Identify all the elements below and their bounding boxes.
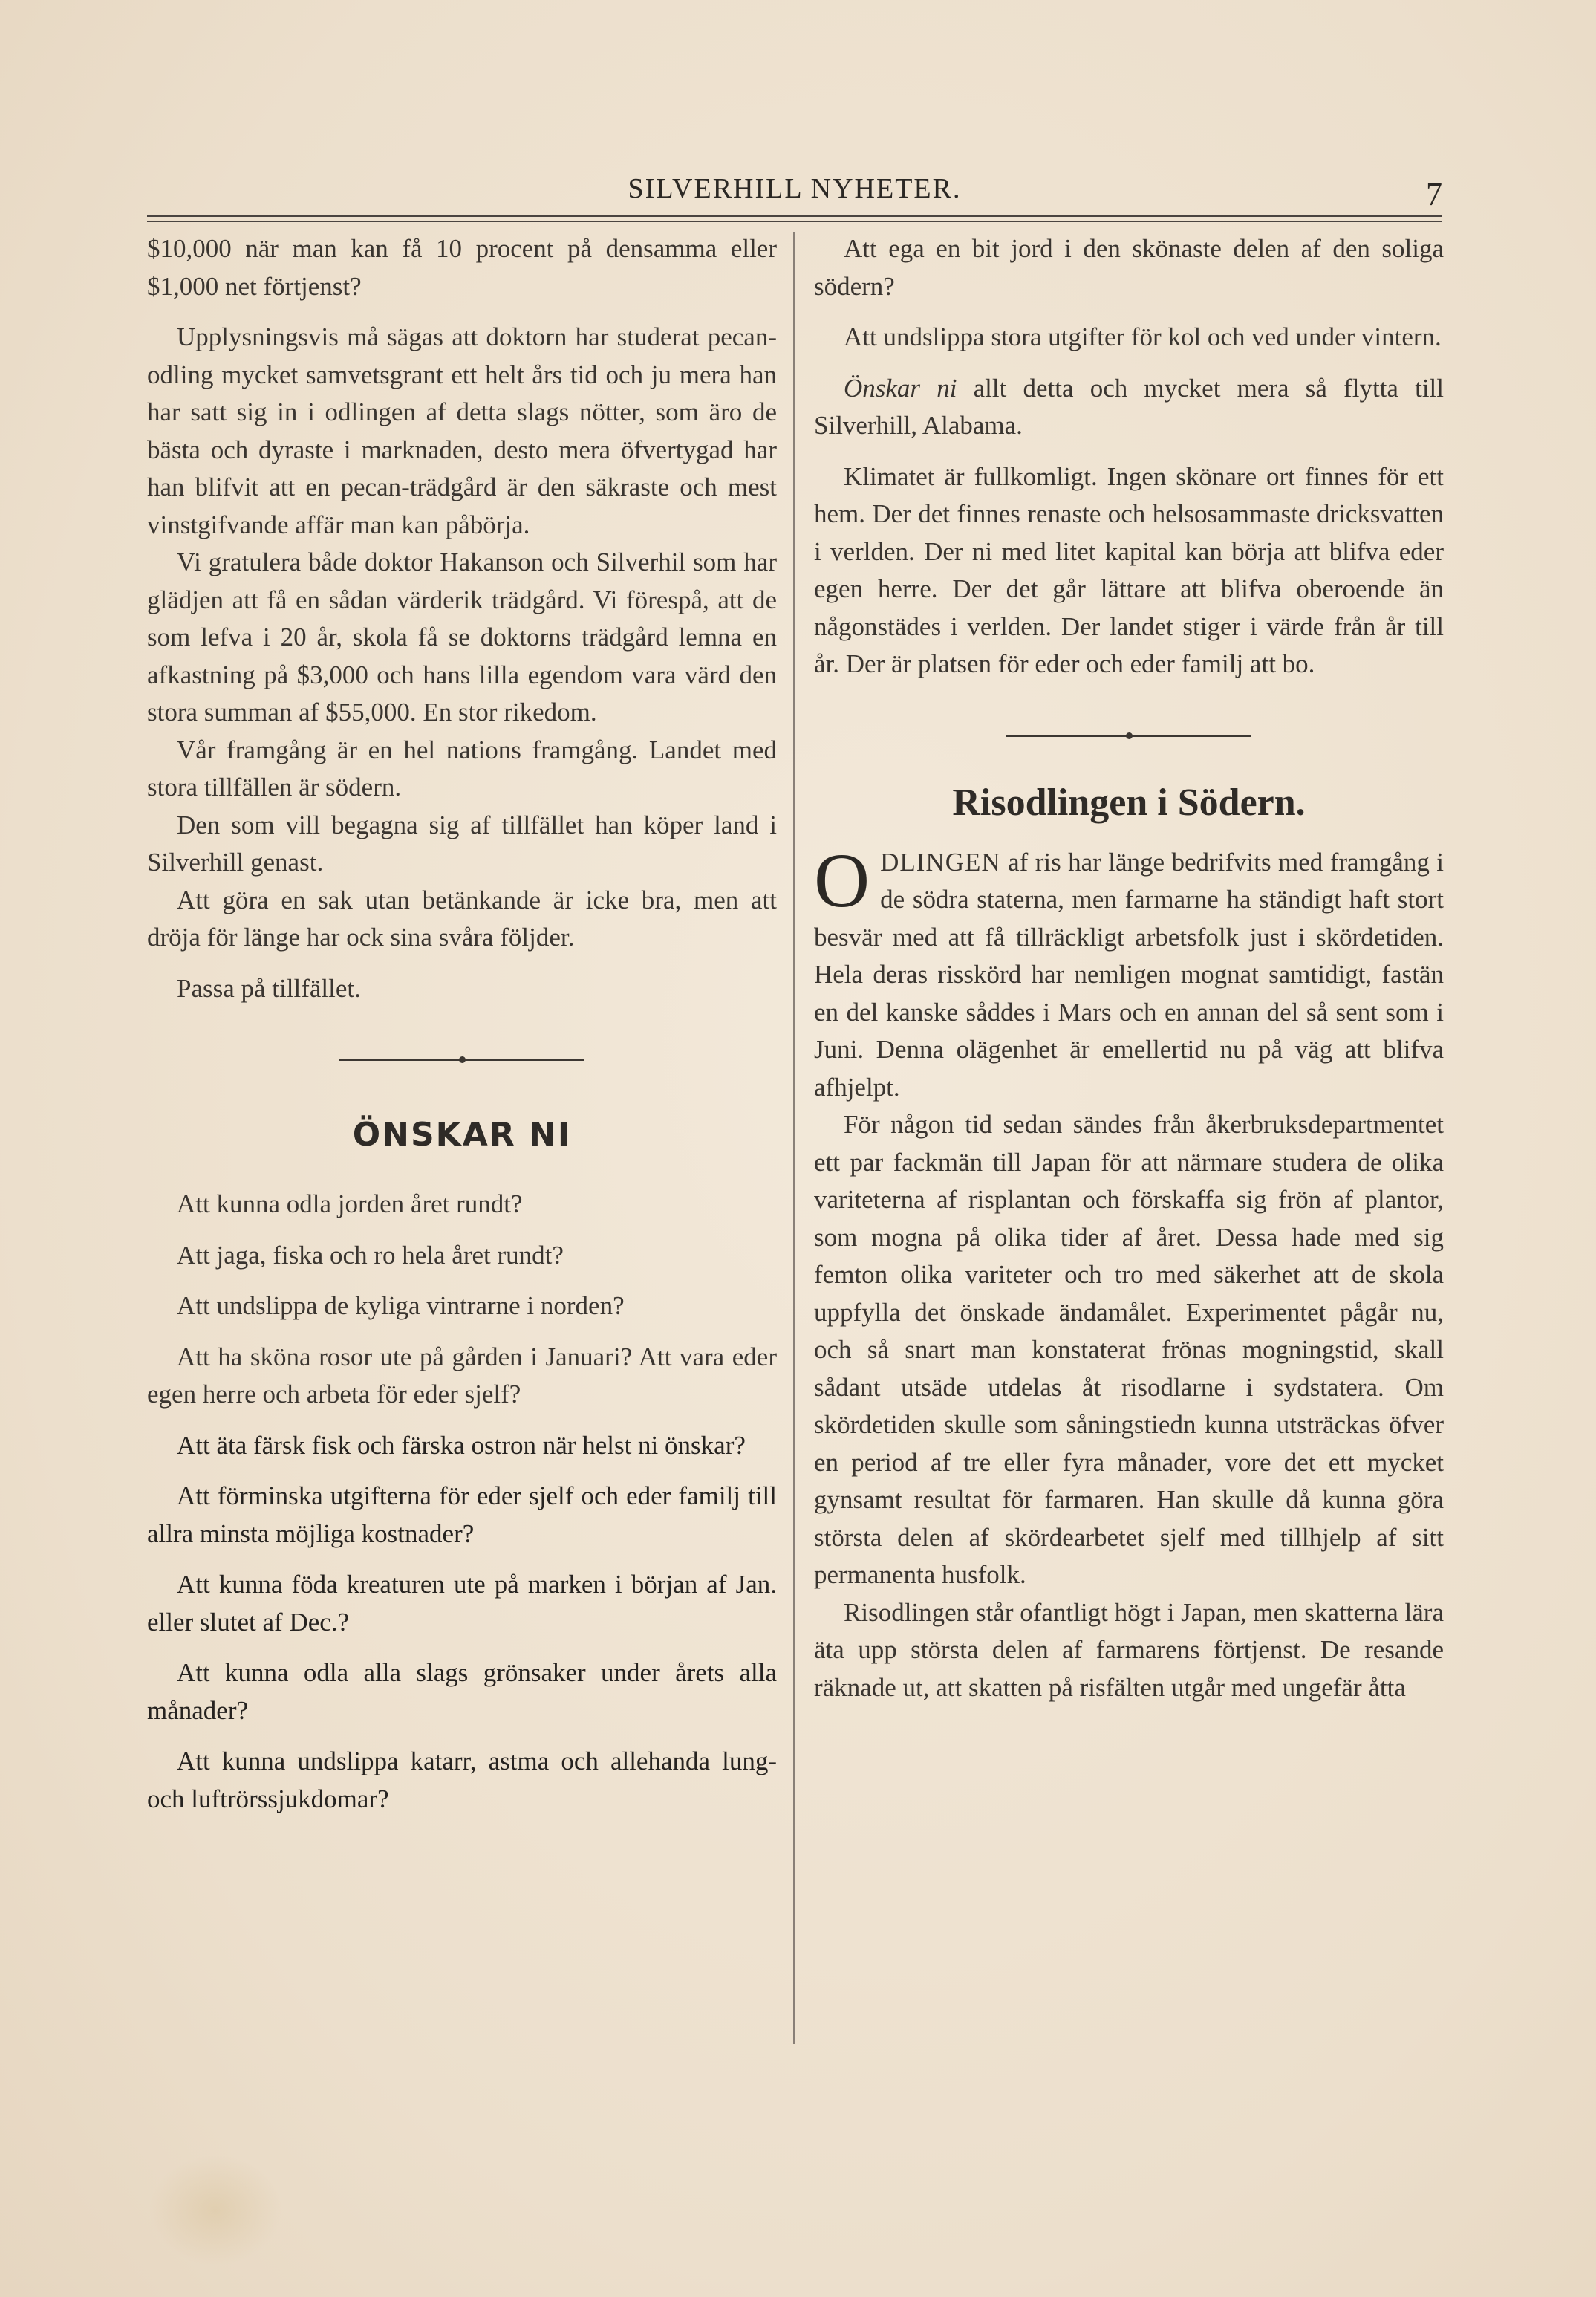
small-caps-word: DLINGEN (880, 847, 1001, 877)
section-divider-ornament (1006, 725, 1251, 747)
paragraph: Vi gratulera både doktor Hakanson och Silverhil som har glädjen att få en sådan värderik trädgård. Vi förespå, att de som lefva i 20 år, skola få se doktorns trädgård lemna en afkastning på $3,000 och hans lilla egendom vara värd den stora summan af $55,000. En stor rikedom. (147, 548, 777, 727)
paragraph (814, 370, 1444, 445)
paragraph: Att ega en bit jord i den skönaste delen af den soliga södern? (814, 234, 1444, 301)
section-divider-ornament (339, 1049, 584, 1071)
question-list (147, 1186, 777, 1818)
paragraph: Att undslippa stora utgifter för kol och ved under vintern. (844, 322, 1442, 351)
question-item: Att jaga, fiska och ro hela året rundt? (177, 1240, 564, 1270)
paragraph: Att göra en sak utan betänkande är icke bra, men att dröja för länge har ock sina svåra följder. (147, 885, 777, 952)
paragraph: Den som vill begagna sig af tillfället han köper land i Silverhill genast. (147, 810, 777, 877)
page-header (147, 172, 1442, 217)
paragraph: Upplysningsvis må sägas att doktorn har studerat pecan-odling mycket samvetsgrant ett helt års tid och ju mera han har satt sig in i odlingen af detta slags nötter, som äro de bästa och dyraste i marknaden, desto mera öfvertygad har han blifvit att en pecan-trädgård är den säkraste och mest vinstgifvande affär man kan påbörja. (147, 322, 777, 539)
header-rule (147, 215, 1442, 222)
paragraph-text: allt detta och mycket mera så flytta till Silverhill, Alabama. (814, 373, 1444, 440)
question-item: Att ha sköna rosor ute på gården i Januari? Att vara eder egen herre och arbeta för eder sjelf? (147, 1342, 777, 1409)
question-item: Att kunna odla jorden året rundt? (177, 1189, 523, 1218)
paragraph: $10,000 när man kan få 10 procent på densamma eller $1,000 net förtjenst? (147, 234, 777, 301)
question-item: Att undslippa de kyliga vintrarne i norden? (177, 1291, 625, 1320)
onskar-ni-italic: Önskar ni (844, 373, 957, 403)
section-heading-onskar-ni: ÖNSKAR NI (352, 1116, 572, 1154)
question-item: Att förminska utgifterna för eder sjelf och eder familj till allra minsta möjliga kostnader? (147, 1481, 777, 1548)
paragraph: Klimatet är fullkomligt. Ingen skönare ort finnes för ett hem. Der det finnes renaste och helsosammaste dricksvatten i verlden. Der ni med litet kapital kan börja att blifva eder egen herre. Der det går lättare att blifva oberoende än någonstädes i verlden. Der landet stiger i värde från år till år. Der är platsen för eder och eder familj att bo. (814, 461, 1444, 678)
paper-stain (149, 2154, 282, 2266)
paragraph: Passa på tillfället. (177, 973, 361, 1003)
question-item: Att kunna odla alla slags grönsaker under årets alla månader? (147, 1658, 777, 1725)
question-item: Att äta färsk fisk och färska ostron när helst ni önskar? (177, 1430, 746, 1460)
paragraph: Risodlingen står ofantligt högt i Japan, men skatterna lära äta upp största delen af farmarens förtjenst. De resande räknade ut, att skatten på risfälten utgår med ungefär åtta (814, 1597, 1444, 1702)
right-column (814, 230, 1444, 1706)
newspaper-title: SILVERHILL NYHETER. (628, 173, 962, 204)
question-item: Att kunna undslippa katarr, astma och allehanda lung- och luftrörssjukdomar? (147, 1747, 777, 1813)
column-divider (793, 232, 795, 2044)
paragraph-text: af ris har länge bedrifvits med framgång i de södra staterna, men farmarne ha ständigt haft stort besvär med att få tillräckligt arbetsfolk just i skördetiden. Hela deras risskörd har nemligen mognat samtidigt, fastän en del kanske såddes i Mars och en annan del så sent som i Juni. Denna olägenhet är emellertid nu på väg att blifva afhjelpt. (814, 847, 1444, 1102)
drop-cap-letter: O (814, 837, 870, 923)
paragraph-with-dropcap (814, 837, 1444, 1107)
left-column (147, 230, 777, 1818)
question-item: Att kunna föda kreaturen ute på marken i början af Jan. eller slutet af Dec.? (147, 1570, 777, 1637)
page-number: 7 (1426, 176, 1442, 212)
section-heading-risodlingen: Risodlingen i Södern. (952, 781, 1306, 824)
paragraph: Vår framgång är en hel nations framgång. Landet med stora tillfällen är södern. (147, 735, 777, 802)
paragraph: För någon tid sedan sändes från åkerbruksdepartmentet ett par fackmän till Japan för att närmare studera de olika variteterna af risplantan och förskaffa sig frön af plantor, som mogna på olika tider af året. Dessa hade med sig femton olika variteter och tro med säkerhet att de skola uppfylla det önskade ändamålet. Experimentet pågår nu, och så snart man konstaterat frönas mogningstid, skall sådant utsäde utdelas åt risodlarne i sydstatera. Om skördetiden skulle som såningstiedn kunna utsträckas öfver en period af tre eller fyra månader, vore det ett mycket gynsamt resultat för farmaren. Han skulle då kunna göra största delen af skördearbetet sjelf med tillhjelp af sitt permanenta husfolk. (814, 1110, 1444, 1589)
